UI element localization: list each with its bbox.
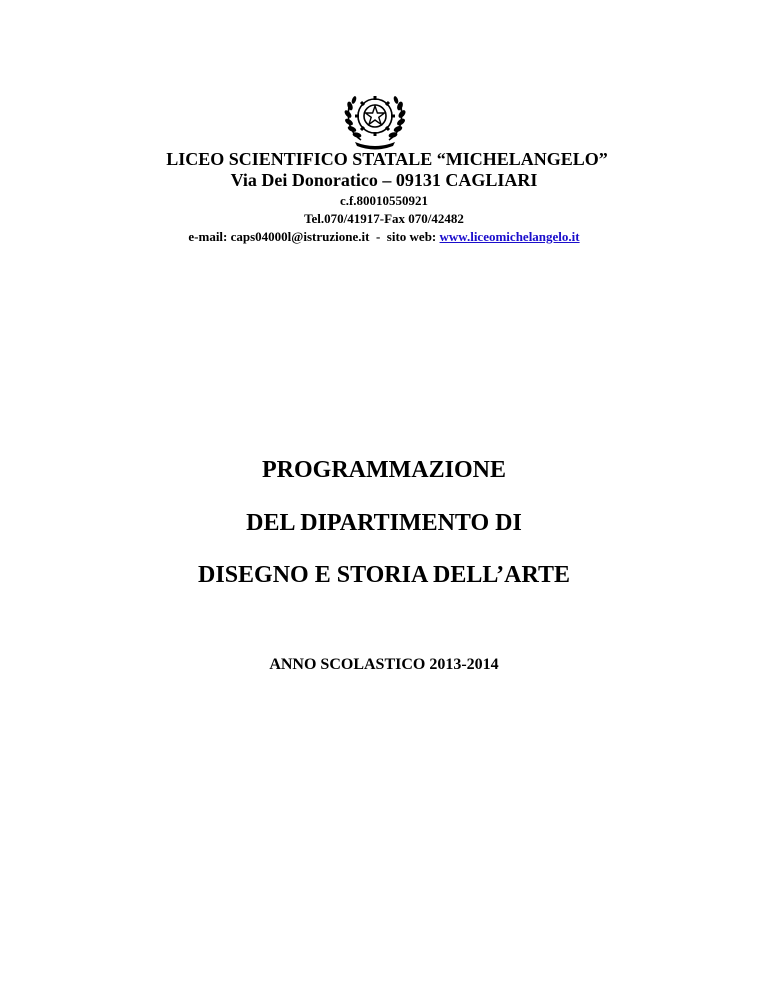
italian-republic-emblem-icon xyxy=(341,86,409,152)
document-title-line-2: DEL DIPARTIMENTO DI xyxy=(246,510,522,536)
school-name: LICEO SCIENTIFICO STATALE “MICHELANGELO” xyxy=(166,149,608,169)
document-title-line-1: PROGRAMMAZIONE xyxy=(262,457,506,483)
website-link[interactable]: www.liceomichelangelo.it xyxy=(439,229,580,244)
school-address: Via Dei Donoratico – 09131 CAGLIARI xyxy=(230,170,538,190)
contact-line xyxy=(0,229,768,245)
email-text: e-mail: caps04000l@istruzione.it - sito web: xyxy=(188,229,440,244)
phone-fax: Tel.070/41917-Fax 070/42482 xyxy=(304,211,464,226)
document-title-line-3: DISEGNO E STORIA DELL’ARTE xyxy=(198,562,570,588)
school-year: ANNO SCOLASTICO 2013-2014 xyxy=(269,656,499,673)
fiscal-code: c.f.80010550921 xyxy=(339,193,429,208)
